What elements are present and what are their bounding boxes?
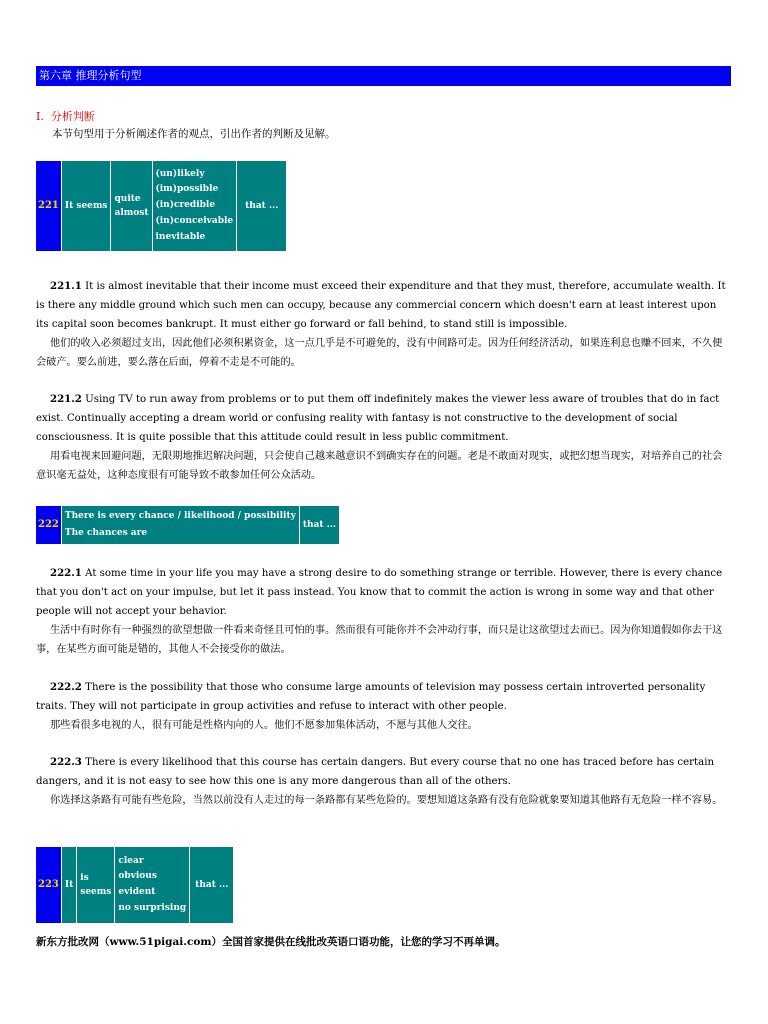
example-ref: 222.1 <box>50 567 82 579</box>
pattern-number: 221 <box>36 161 62 252</box>
example-english: At some time in your life you may have a strong desire to do something strange or terrible. However, there is every chance that you don't act on your impulse, but let it pass instead. You know that to commit the action is wrong in some way and that other people will not accept your behavior. <box>36 568 723 617</box>
example-222-3 <box>36 753 726 810</box>
example-ref: 221.2 <box>50 393 82 405</box>
pattern-cell-that: that ... <box>237 161 287 252</box>
example-chinese: 那些看很多电视的人，很有可能是性格内向的人。他们不愿参加集体活动，不愿与其他人交往。 <box>50 720 478 731</box>
pattern-cell-that: that ... <box>190 847 234 924</box>
chapter-title-bar: 第六章 推理分析句型 <box>36 66 731 86</box>
pattern-cell-that: that ... <box>299 506 339 545</box>
section-number: I. <box>36 110 44 123</box>
example-221-1 <box>36 277 726 372</box>
example-chinese: 生活中有时你有一种强烈的欲望想做一件看来奇怪且可怕的事。然而很有可能你并不会冲动行事，而只是让这欲望过去而已。因为你知道假如你去干这事，在某些方面可能是错的，其他人不会接受你的做法。 <box>36 625 723 655</box>
pattern-table-221 <box>35 160 287 252</box>
pattern-cell-subject: There is every chance / likelihood / possibility The chances are <box>61 506 299 545</box>
example-221-2 <box>36 390 726 485</box>
example-english: It is almost inevitable that their income must exceed their expenditure and that they must, therefore, accumulate wealth. It is there any middle ground which such men can occupy, because any commercial concern which doesn't earn at least interest upon its capital soon becomes bankrupt. It must either go forward or fall behind, to stand still is impossible. <box>36 281 726 330</box>
example-ref: 221.1 <box>50 280 82 292</box>
pattern-number: 222 <box>36 506 62 545</box>
example-english: There is the possibility that those who consume large amounts of television may possess certain introverted personality traits. They will not participate in group activities and refuse to interact with other people. <box>36 682 706 712</box>
example-222-2 <box>36 678 726 735</box>
pattern-number: 223 <box>36 847 62 924</box>
pattern-cell-adjectives: (un)likely (im)possible (in)credible (in)conceivable inevitable <box>152 161 237 252</box>
example-222-1 <box>36 564 726 659</box>
footer-advert: 新东方批改网（www.51pigai.com）全国首家提供在线批改英语口语功能，让您的学习不再单调。 <box>36 936 506 948</box>
pattern-table-222 <box>35 505 340 545</box>
example-chinese: 他们的收入必须超过支出，因此他们必须积累资金，这一点几乎是不可避免的，没有中间路可走。因为任何经济活动，如果连利息也赚不回来，不久便会破产。要么前进，要么落在后面，停着不走是不可能的。 <box>36 338 723 368</box>
example-english: Using TV to run away from problems or to put them off indefinitely makes the viewer less aware of troubles that do in fact exist. Continually accepting a dream world or confusing reality with fantasy is not constructive to the development of social consciousness. It is quite possible that this attitude could result in less public commitment. <box>36 394 720 443</box>
example-ref: 222.2 <box>50 681 82 693</box>
section-intro: 本节句型用于分析阐述作者的观点，引出作者的判断及见解。 <box>52 128 336 140</box>
pattern-cell-adjectives: clear obvious evident no surprising <box>115 847 190 924</box>
section-heading <box>36 108 95 124</box>
example-ref: 222.3 <box>50 756 82 768</box>
pattern-table-223 <box>35 846 234 924</box>
example-chinese: 你选择这条路有可能有些危险，当然以前没有人走过的每一条路都有某些危险的。要想知道这条路有没有危险就象要知道其他路有无危险一样不容易。 <box>50 795 723 806</box>
example-english: There is every likelihood that this course has certain dangers. But every course that no one has traced before has certain dangers, and it is not easy to see how this one is any more dangerous than all of the others. <box>36 757 715 787</box>
section-title: 分析判断 <box>50 110 95 123</box>
example-chinese: 用看电视来回避问题，无限期地推迟解决问题，只会使自己越来越意识不到确实存在的问题。老是不敢面对现实，或把幻想当现实，对培养自己的社会意识毫无益处，这种态度很有可能导致不敢参加任何公众活动。 <box>36 451 723 481</box>
pattern-cell-verb: is seems <box>77 847 115 924</box>
pattern-cell-subject: It seems <box>61 161 111 252</box>
pattern-cell-subject: It <box>61 847 76 924</box>
pattern-cell-adverb: quite almost <box>111 161 152 252</box>
